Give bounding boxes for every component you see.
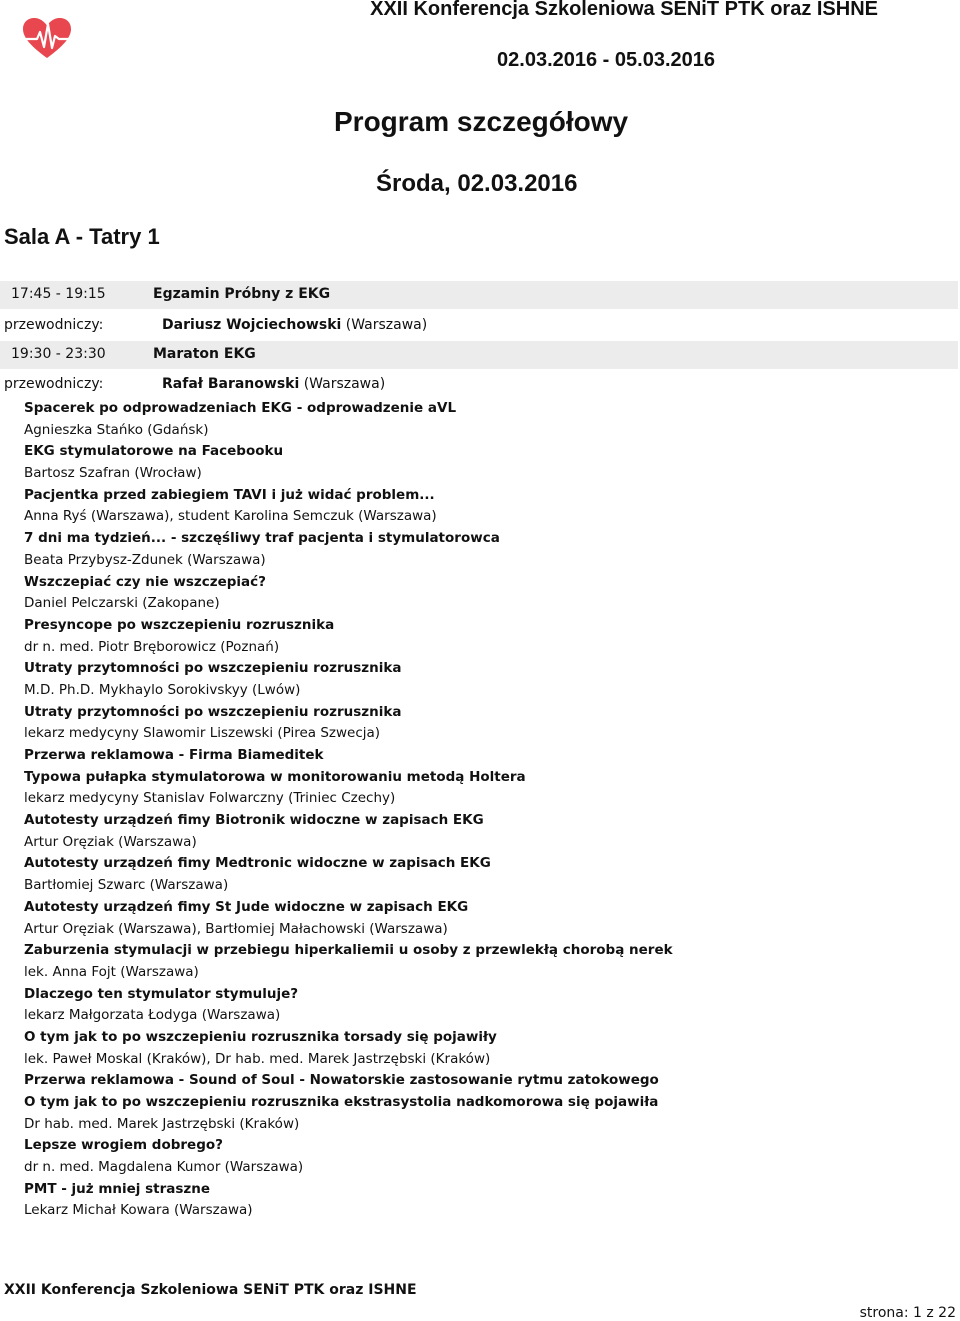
presentation-title: Lepsze wrogiem dobrego? — [24, 1137, 223, 1154]
list-item — [24, 940, 944, 983]
session-title: Maraton EKG — [153, 346, 256, 362]
presentation-speakers: dr n. med. Piotr Bręborowicz (Poznań) — [24, 638, 280, 655]
list-item — [24, 745, 944, 767]
list-item — [24, 658, 944, 701]
presentation-speakers: Artur Oręziak (Warszawa) — [24, 833, 197, 850]
chair-person — [162, 376, 385, 392]
session-chair — [0, 314, 958, 336]
presentation-speakers: Artur Oręziak (Warszawa), Bartłomiej Małachowski (Warszawa) — [24, 920, 448, 937]
presentation-list — [24, 398, 944, 1222]
heart-ecg-icon — [22, 18, 72, 60]
presentation-speakers: Bartłomiej Szwarc (Warszawa) — [24, 877, 229, 894]
presentation-speakers: Anna Ryś (Warszawa), student Karolina Semczuk (Warszawa) — [24, 508, 437, 525]
session-time: 19:30 - 23:30 — [11, 346, 106, 362]
presentation-title: Presyncope po wszczepieniu rozrusznika — [24, 616, 335, 633]
conference-title: XXII Konferencja Szkoleniowa SENiT PTK oraz ISHNE — [370, 0, 878, 20]
presentation-speakers: dr n. med. Magdalena Kumor (Warszawa) — [24, 1159, 304, 1176]
chair-name: Rafał Baranowski — [162, 376, 300, 392]
presentation-title: Autotesty urządzeń fimy St Jude widoczne w zapisach EKG — [24, 898, 469, 915]
presentation-title: Autotesty urządzeń fimy Biotronik widoczne w zapisach EKG — [24, 812, 484, 829]
presentation-speakers: Lekarz Michał Kowara (Warszawa) — [24, 1202, 253, 1219]
session-chair — [0, 373, 958, 395]
session-header — [0, 341, 958, 369]
presentation-speakers: lek. Paweł Moskal (Kraków), Dr hab. med. Marek Jastrzębski (Kraków) — [24, 1050, 491, 1067]
chair-label: przewodniczy: — [4, 317, 104, 333]
presentation-title: Dlaczego ten stymulator stymuluje? — [24, 985, 299, 1002]
chair-label: przewodniczy: — [4, 376, 104, 392]
presentation-speakers: lek. Anna Fojt (Warszawa) — [24, 963, 199, 980]
chair-person — [162, 317, 427, 333]
list-item — [24, 485, 944, 528]
presentation-speakers: lekarz medycyny Stanislav Folwarczny (Triniec Czechy) — [24, 790, 396, 807]
presentation-speakers: lekarz Małgorzata Łodyga (Warszawa) — [24, 1007, 281, 1024]
list-item — [24, 615, 944, 658]
presentation-speakers: Agnieszka Stańko (Gdańsk) — [24, 421, 209, 438]
list-item — [24, 853, 944, 896]
session-time: 17:45 - 19:15 — [11, 286, 106, 302]
presentation-title: Wszczepiać czy nie wszczepiać? — [24, 573, 266, 590]
presentation-title: Spacerek po odprowadzeniach EKG - odprowadzenie aVL — [24, 400, 457, 416]
presentation-title: Autotesty urządzeń fimy Medtronic widoczne w zapisach EKG — [24, 855, 491, 872]
presentation-title: Przerwa reklamowa - Sound of Soul - Nowatorskie zastosowanie rytmu zatokowego — [24, 1072, 659, 1089]
presentation-title: O tym jak to po wszczepieniu rozrusznika torsady się pojawiły — [24, 1028, 497, 1045]
presentation-speakers: Bartosz Szafran (Wrocław) — [24, 465, 202, 482]
room-heading: Sala A - Tatry 1 — [4, 224, 160, 249]
presentation-title: PMT - już mniej straszne — [24, 1180, 211, 1197]
presentation-title: EKG stymulatorowe na Facebooku — [24, 443, 284, 460]
list-item — [24, 528, 944, 571]
footer-conference: XXII Konferencja Szkoleniowa SENiT PTK oraz ISHNE — [4, 1282, 417, 1298]
page-title: Program szczegółowy — [334, 106, 629, 137]
presentation-speakers: Beata Przybysz-Zdunek (Warszawa) — [24, 551, 266, 568]
list-item — [24, 1179, 944, 1222]
conference-dates: 02.03.2016 - 05.03.2016 — [497, 49, 715, 71]
session-title: Egzamin Próbny z EKG — [153, 286, 331, 302]
list-item — [24, 984, 944, 1027]
list-item — [24, 1070, 944, 1092]
session-header — [0, 281, 958, 309]
page-number: strona: 1 z 22 — [859, 1305, 956, 1321]
chair-city: (Warszawa) — [345, 317, 428, 333]
list-item — [24, 441, 944, 484]
list-item — [24, 398, 944, 441]
presentation-speakers: lekarz medycyny Slawomir Liszewski (Pirea Szwecja) — [24, 725, 381, 742]
list-item — [24, 810, 944, 853]
presentation-speakers: Daniel Pelczarski (Zakopane) — [24, 595, 220, 612]
list-item — [24, 897, 944, 940]
list-item — [24, 1135, 944, 1178]
chair-city: (Warszawa) — [303, 376, 386, 392]
list-item — [24, 1027, 944, 1070]
list-item — [24, 1092, 944, 1135]
chair-name: Dariusz Wojciechowski — [162, 317, 342, 333]
list-item — [24, 767, 944, 810]
presentation-title: Zaburzenia stymulacji w przebiegu hiperkaliemii u osoby z przewlekłą chorobą nerek — [24, 942, 673, 959]
presentation-title: Utraty przytomności po wszczepieniu rozrusznika — [24, 703, 402, 720]
presentation-title: Utraty przytomności po wszczepieniu rozrusznika — [24, 660, 402, 677]
presentation-title: Typowa pułapka stymulatorowa w monitorowaniu metodą Holtera — [24, 768, 526, 785]
list-item — [24, 572, 944, 615]
list-item — [24, 702, 944, 745]
presentation-speakers: Dr hab. med. Marek Jastrzębski (Kraków) — [24, 1115, 300, 1132]
presentation-title: Pacjentka przed zabiegiem TAVI i już widać problem... — [24, 486, 435, 503]
presentation-speakers: M.D. Ph.D. Mykhaylo Sorokivskyy (Lwów) — [24, 681, 301, 698]
presentation-title: O tym jak to po wszczepieniu rozrusznika ekstrasystolia nadkomorowa się pojawiła — [24, 1094, 659, 1110]
day-heading: Środa, 02.03.2016 — [376, 170, 578, 197]
presentation-title: 7 dni ma tydzień... - szczęśliwy traf pacjenta i stymulatorowca — [24, 530, 500, 547]
presentation-title: Przerwa reklamowa - Firma Biameditek — [24, 747, 324, 763]
